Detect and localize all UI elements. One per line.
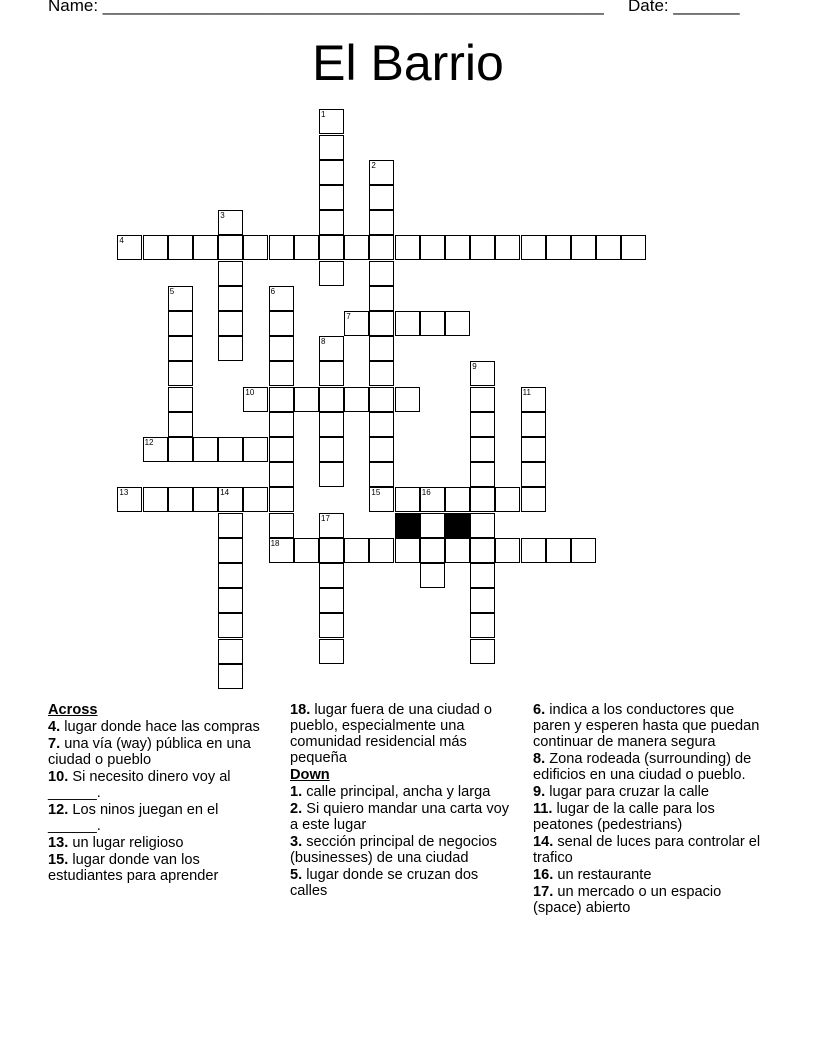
grid-cell[interactable] [546, 235, 571, 260]
grid-cell[interactable] [445, 235, 470, 260]
grid-cell[interactable] [495, 487, 520, 512]
clue-number: 13 [119, 488, 129, 498]
grid-cell[interactable] [218, 664, 243, 689]
grid-cell[interactable] [369, 261, 394, 286]
grid-cell[interactable] [319, 336, 344, 361]
clues-column-3 [533, 702, 768, 917]
clue-number: 1 [321, 110, 326, 120]
grid-cell[interactable] [168, 235, 193, 260]
clue-number: 17 [321, 513, 330, 523]
grid-cell[interactable] [571, 538, 596, 563]
grid-cell[interactable] [369, 387, 394, 412]
grid-cell[interactable] [269, 462, 294, 487]
grid-cell[interactable] [470, 563, 495, 588]
clue-number: 6 [270, 286, 276, 296]
grid-cell[interactable] [218, 286, 243, 311]
clue-across-7: 7. una vía (way) pública en una ciudad o pueblo [48, 736, 251, 768]
clue-number: 8 [321, 337, 326, 347]
grid-cell[interactable] [143, 487, 168, 512]
grid-cell[interactable] [344, 311, 369, 336]
clue-down-14: 14. senal de luces para controlar el trafico [533, 834, 761, 866]
grid-cell[interactable] [420, 487, 445, 512]
grid-cell[interactable] [218, 336, 243, 361]
grid-cell[interactable] [319, 109, 344, 134]
clue-number: 10 [245, 387, 255, 397]
grid-cell[interactable] [319, 261, 344, 286]
grid-cell[interactable] [218, 311, 243, 336]
grid-cell[interactable] [269, 412, 294, 437]
grid-cell[interactable] [319, 513, 344, 538]
clue-number: 14 [220, 488, 230, 498]
grid-cell-blocked [395, 513, 420, 538]
grid-cell[interactable] [521, 412, 546, 437]
grid-cell[interactable] [470, 538, 495, 563]
grid-cell[interactable] [319, 210, 344, 235]
name-label: Name: _____________________________________________________ [48, 0, 604, 15]
date-label: Date: _______ [628, 0, 740, 15]
grid-cell[interactable] [369, 538, 394, 563]
grid-cell[interactable] [369, 336, 394, 361]
grid-cell[interactable] [445, 487, 470, 512]
grid-cell[interactable] [218, 235, 243, 260]
grid-cell[interactable] [218, 261, 243, 286]
grid-cell[interactable] [269, 286, 294, 311]
grid-cell[interactable] [369, 160, 394, 185]
grid-cell[interactable] [521, 235, 546, 260]
grid-cell[interactable] [218, 563, 243, 588]
grid-cell[interactable] [269, 437, 294, 462]
grid-cell[interactable] [168, 412, 193, 437]
grid-cell[interactable] [395, 235, 420, 260]
grid-cell[interactable] [269, 513, 294, 538]
page-title: El Barrio [312, 35, 504, 91]
grid-cell-blocked [445, 513, 470, 538]
grid-cell[interactable] [470, 613, 495, 638]
grid-cell[interactable] [319, 462, 344, 487]
grid-cell[interactable] [369, 412, 394, 437]
clue-number: 2 [371, 160, 376, 170]
across-heading: Across [48, 702, 98, 718]
grid-cell[interactable] [218, 513, 243, 538]
grid-cell[interactable] [218, 588, 243, 613]
grid-cell[interactable] [168, 487, 193, 512]
grid-cell[interactable] [168, 361, 193, 386]
clue-number: 18 [270, 538, 280, 548]
grid-cell[interactable] [470, 513, 495, 538]
clue-number: 9 [472, 362, 477, 372]
grid-cell[interactable] [143, 437, 168, 462]
grid-cell[interactable] [269, 336, 294, 361]
grid-cell[interactable] [596, 235, 621, 260]
grid-cell[interactable] [369, 462, 394, 487]
clue-down-8: 8. Zona rodeada (surrounding) de edificios en una ciudad o pueblo. [533, 751, 752, 783]
grid-cell[interactable] [395, 538, 420, 563]
grid-cell[interactable] [168, 311, 193, 336]
grid-cell[interactable] [621, 235, 646, 260]
grid-cell[interactable] [319, 563, 344, 588]
grid-cell[interactable] [218, 437, 243, 462]
grid-cell[interactable] [495, 235, 520, 260]
grid-cell[interactable] [243, 235, 268, 260]
grid-cell[interactable] [395, 387, 420, 412]
clue-down-11: 11. lugar de la calle para los peatones (pedestrians) [533, 801, 715, 833]
clue-down-1: 1. calle principal, ancha y larga [290, 784, 491, 800]
clue-number: 11 [522, 387, 531, 397]
grid-cell[interactable] [344, 538, 369, 563]
grid-cell[interactable] [420, 538, 445, 563]
grid-cell[interactable] [571, 235, 596, 260]
grid-cell[interactable] [470, 462, 495, 487]
grid-cell[interactable] [168, 437, 193, 462]
grid-cell[interactable] [521, 487, 546, 512]
grid-cell[interactable] [243, 437, 268, 462]
clue-number: 12 [144, 438, 154, 447]
grid-cell[interactable] [269, 387, 294, 412]
grid-cell[interactable] [168, 387, 193, 412]
grid-cell[interactable] [269, 538, 294, 563]
grid-cell[interactable] [269, 235, 294, 260]
grid-cell[interactable] [319, 185, 344, 210]
grid-cell[interactable] [294, 538, 319, 563]
grid-cell[interactable] [445, 538, 470, 563]
grid-cell[interactable] [319, 437, 344, 462]
grid-cell[interactable] [218, 639, 243, 664]
clue-number: 3 [220, 211, 225, 221]
grid-cell[interactable] [143, 235, 168, 260]
grid-cell[interactable] [420, 311, 445, 336]
clue-number: 16 [421, 488, 431, 498]
grid-cell[interactable] [395, 487, 420, 512]
clue-across-12: 12. Los ninos juegan en el ______. [48, 802, 219, 834]
grid-cell[interactable] [269, 487, 294, 512]
grid-cell[interactable] [369, 210, 394, 235]
grid-cell[interactable] [319, 588, 344, 613]
grid-cell[interactable] [369, 437, 394, 462]
clue-down-9: 9. lugar para cruzar la calle [533, 784, 710, 800]
clue-across-10: 10. Si necesito dinero voy al ______. [48, 769, 231, 801]
grid-cell[interactable] [470, 387, 495, 412]
grid-cell[interactable] [369, 361, 394, 386]
grid-cell[interactable] [319, 387, 344, 412]
grid-cell[interactable] [319, 135, 344, 160]
down-heading: Down [290, 767, 330, 783]
grid-cell[interactable] [546, 538, 571, 563]
grid-cell[interactable] [470, 588, 495, 613]
clue-down-17: 17. un mercado o un espacio (space) abierto [533, 884, 722, 916]
grid-cell[interactable] [521, 387, 546, 412]
grid-cell[interactable] [470, 235, 495, 260]
grid-cell[interactable] [445, 311, 470, 336]
grid-cell[interactable] [319, 613, 344, 638]
grid-cell[interactable] [218, 613, 243, 638]
grid-cell[interactable] [294, 387, 319, 412]
grid-cell[interactable] [344, 235, 369, 260]
grid-cell[interactable] [243, 487, 268, 512]
clues-column-2 [290, 702, 512, 900]
grid-cell[interactable] [470, 412, 495, 437]
grid-cell[interactable] [521, 462, 546, 487]
clue-number: 5 [169, 286, 175, 296]
grid-cell[interactable] [521, 538, 546, 563]
grid-cell[interactable] [319, 639, 344, 664]
grid-cell[interactable] [168, 286, 193, 311]
grid-cell[interactable] [470, 487, 495, 512]
grid-cell[interactable] [470, 361, 495, 386]
grid-cell[interactable] [420, 513, 445, 538]
clue-across-4: 4. lugar donde hace las compras [48, 719, 260, 735]
grid-cell[interactable] [117, 235, 142, 260]
grid-cell[interactable] [294, 235, 319, 260]
clues-column-1 [48, 702, 270, 885]
grid-cell[interactable] [218, 538, 243, 563]
clue-down-6: 6. indica a los conductores que paren y esperen hasta que puedan continuar de manera segura [533, 702, 760, 750]
grid-cell[interactable] [420, 563, 445, 588]
grid-cell[interactable] [319, 361, 344, 386]
clue-across-18: 18. lugar fuera de una ciudad o pueblo, especialmente una comunidad residencial más pequeña [290, 702, 493, 766]
grid-cell[interactable] [168, 336, 193, 361]
grid-cell[interactable] [470, 639, 495, 664]
grid-cell[interactable] [319, 412, 344, 437]
clue-across-13: 13. un lugar religioso [48, 835, 184, 851]
grid-cell[interactable] [395, 311, 420, 336]
grid-cell[interactable] [319, 235, 344, 260]
clue-down-5: 5. lugar donde se cruzan dos calles [290, 867, 479, 899]
grid-cell[interactable] [521, 437, 546, 462]
grid-cell[interactable] [193, 487, 218, 512]
grid-cell[interactable] [117, 487, 142, 512]
grid-cell[interactable] [369, 235, 394, 260]
clue-down-16: 16. un restaurante [533, 867, 652, 883]
grid-cell[interactable] [369, 185, 394, 210]
grid-cell[interactable] [470, 437, 495, 462]
grid-cell[interactable] [369, 286, 394, 311]
clue-down-2: 2. Si quiero mandar una carta voy a este lugar [290, 801, 510, 833]
clue-down-3: 3. sección principal de negocios (businesses) de una ciudad [290, 834, 497, 866]
grid-cell[interactable] [344, 387, 369, 412]
grid-cell[interactable] [193, 437, 218, 462]
grid-cell[interactable] [369, 311, 394, 336]
grid-cell[interactable] [420, 235, 445, 260]
grid-cell[interactable] [193, 235, 218, 260]
grid-cell[interactable] [218, 210, 243, 235]
grid-cell[interactable] [269, 311, 294, 336]
grid-cell[interactable] [243, 387, 268, 412]
grid-cell[interactable] [495, 538, 520, 563]
grid-cell[interactable] [319, 160, 344, 185]
clue-number: 15 [371, 488, 381, 498]
clue-number: 7 [346, 312, 351, 321]
grid-cell[interactable] [218, 487, 243, 512]
clue-across-15: 15. lugar donde van los estudiantes para aprender [48, 852, 219, 884]
grid-cell[interactable] [319, 538, 344, 563]
grid-cell[interactable] [269, 361, 294, 386]
clue-number: 4 [119, 236, 124, 246]
grid-cell[interactable] [369, 487, 394, 512]
